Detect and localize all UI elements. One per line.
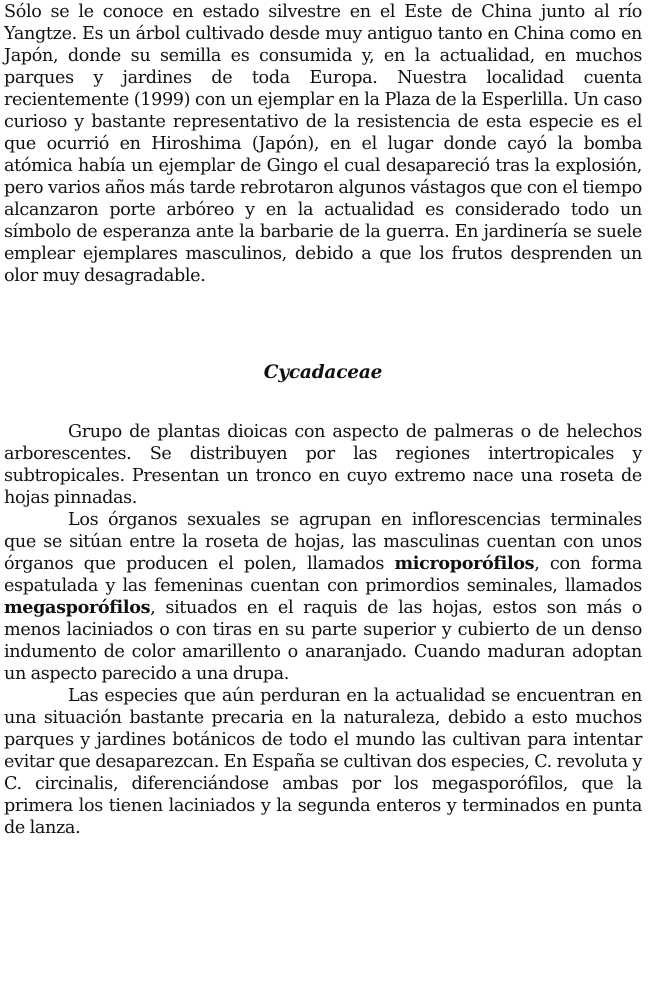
paragraph-text: Los órganos sexuales se agrupan en inflorescencias terminales que se sitúan entre la roseta de hojas, las masculinas cuentan con unos órganos que producen el polen, llamados bbox=[4, 510, 642, 574]
document-page bbox=[4, 0, 642, 839]
paragraph-text: , situados en el raquis de las hojas, estos son más o menos laciniados o con tiras en su parte superior y cubierto de un denso indumento de color amarillento o anaranjado. Cuando maduran adoptan un aspecto parecido a una drupa. bbox=[4, 598, 642, 684]
term-megasporofilos: megasporófilos bbox=[4, 597, 151, 618]
paragraph-sexual-organs bbox=[4, 509, 642, 685]
intro-paragraph: Sólo se le conoce en estado silvestre en el Este de China junto al río Yangtze. Es un árbol cultivado desde muy antiguo tanto en China como en Japón, donde su semilla es consumida y, en la actualidad, en muchos parques y jardines de toda Europa. Nuestra localidad cuenta recientemente (1999) con un ejemplar en la Plaza de la Esperlilla. Un caso curioso y bastante representativo de la resistencia de esta especie es el que ocurrió en Hiroshima (Japón), en el lugar donde cayó la bomba atómica había un ejemplar de Gingo el cual desapareció tras la explosión, pero varios años más tarde rebrotaron algunos vástagos que con el tiempo alcanzaron porte arbóreo y en la actualidad es considerado todo un símbolo de esperanza ante la barbarie de la guerra. En jardinería se suele emplear ejemplares masculinos, debido a que los frutos desprenden un olor muy desagradable. bbox=[4, 2, 642, 286]
paragraph-text: , con forma espatulada y las femeninas cuentan con primordios seminales, llamados bbox=[4, 554, 642, 596]
paragraph-description: Grupo de plantas dioicas con aspecto de palmeras o de helechos arborescentes. Se distribuyen por las regiones intertropicales y subtropicales. Presentan un tronco en cuyo extremo nace una roseta de hojas pinnadas. bbox=[4, 422, 642, 508]
term-microporofilos: microporófilos bbox=[394, 553, 535, 574]
section-title: Cycadaceae bbox=[263, 362, 383, 383]
section-body bbox=[4, 421, 642, 839]
paragraph-conservation: Las especies que aún perduran en la actualidad se encuentran en una situación bastante precaria en la naturaleza, debido a esto muchos parques y jardines botánicos de todo el mundo las cultivan para intentar evitar que desaparezcan. En España se cultivan dos especies, C. revoluta y C. circinalis, diferenciándose ambas por los megasporófilos, que la primera los tienen laciniados y la segunda enteros y terminados en punta de lanza. bbox=[4, 686, 642, 838]
